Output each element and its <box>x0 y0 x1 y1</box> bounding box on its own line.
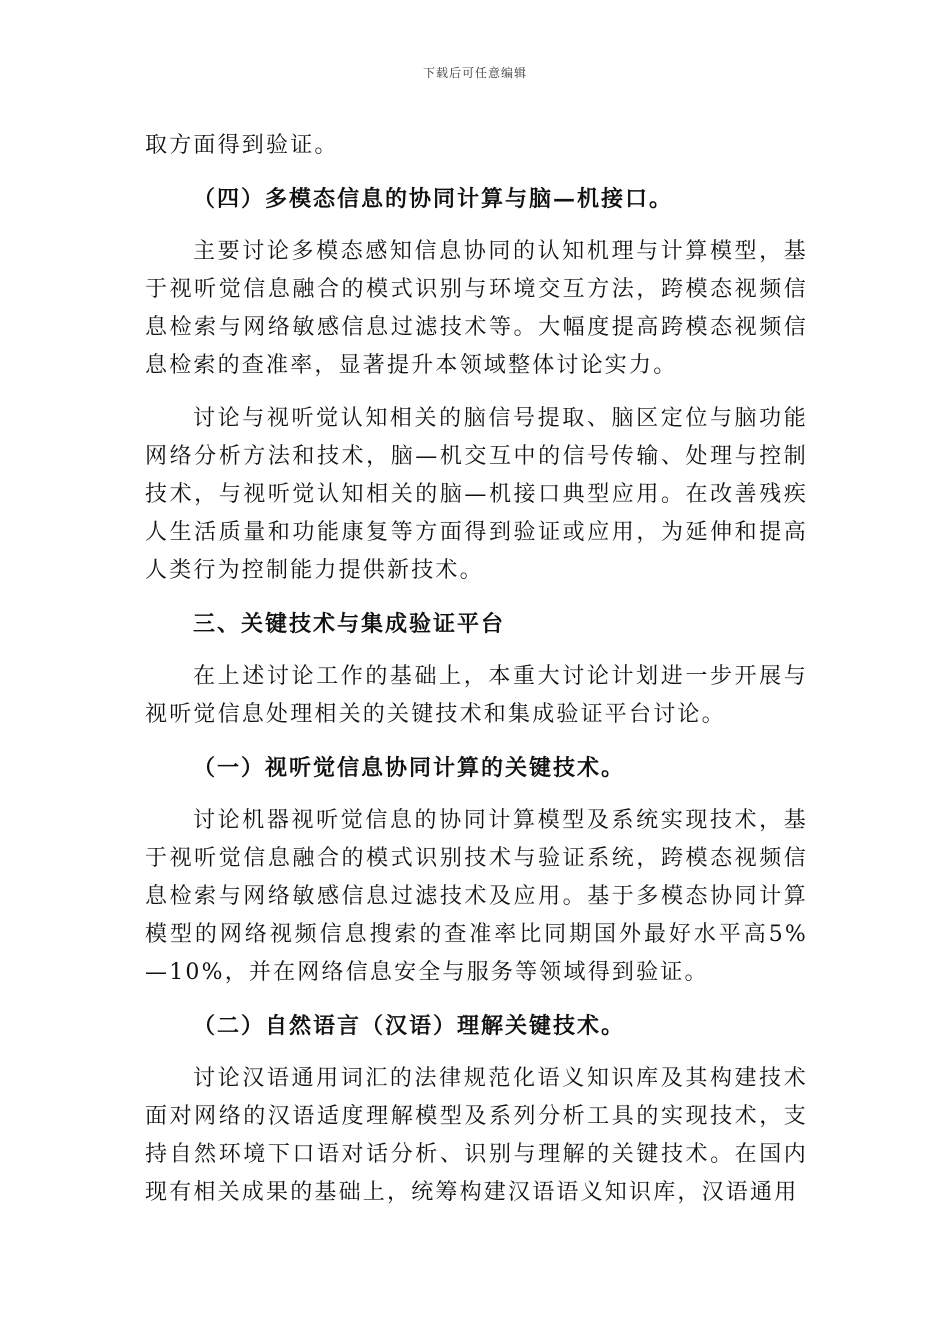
section-heading-1: （一）视听觉信息协同计算的关键技术。 <box>193 755 626 781</box>
paragraph: 在上述讨论工作的基础上，本重大讨论计划进一步开展与视听觉信息处理相关的关键技术和集成验证平台讨论。 <box>145 664 808 727</box>
chapter-heading-3: 三、关键技术与集成验证平台 <box>193 611 506 637</box>
page-header: 下载后可任意编辑 <box>422 66 527 80</box>
paragraph: 讨论汉语通用词汇的法律规范化语义知识库及其构建技术面对网络的汉语适度理解模型及系列分析工具的实现技术，支持自然环境下口语对话分析、识别与理解的关键技术。在国内现有相关成果的基础上，统筹构建汉语语义知识库，汉语通用 <box>145 1066 808 1205</box>
paragraph-continuation: 取方面得到验证。 <box>145 133 339 158</box>
paragraph: 讨论与视听觉认知相关的脑信号提取、脑区定位与脑功能网络分析方法和技术，脑—机交互中的信号传输、处理与控制技术，与视听觉认知相关的脑—机接口典型应用。在改善残疾人生活质量和功能康复等方面得到验证或应用，为延伸和提高人类行为控制能力提供新技术。 <box>145 406 808 583</box>
paragraph: 讨论机器视听觉信息的协同计算模型及系统实现技术，基于视听觉信息融合的模式识别技术与验证系统，跨模态视频信息检索与网络敏感信息过滤技术及应用。基于多模态协同计算模型的网络视频信息搜索的查准率比同期国外最好水平高5%—10%，并在网络信息安全与服务等领域得到验证。 <box>145 808 808 985</box>
section-heading-4: （四）多模态信息的协同计算与脑—机接口。 <box>193 186 674 212</box>
paragraph: 主要讨论多模态感知信息协同的认知机理与计算模型，基于视听觉信息融合的模式识别与环境交互方法，跨模态视频信息检索与网络敏感信息过滤技术等。大幅度提高跨模态视频信息检索的查准率，显著提升本领域整体讨论实力。 <box>145 239 808 378</box>
document-body <box>145 127 808 1212</box>
section-heading-2: （二）自然语言（汉语）理解关键技术。 <box>193 1013 626 1039</box>
